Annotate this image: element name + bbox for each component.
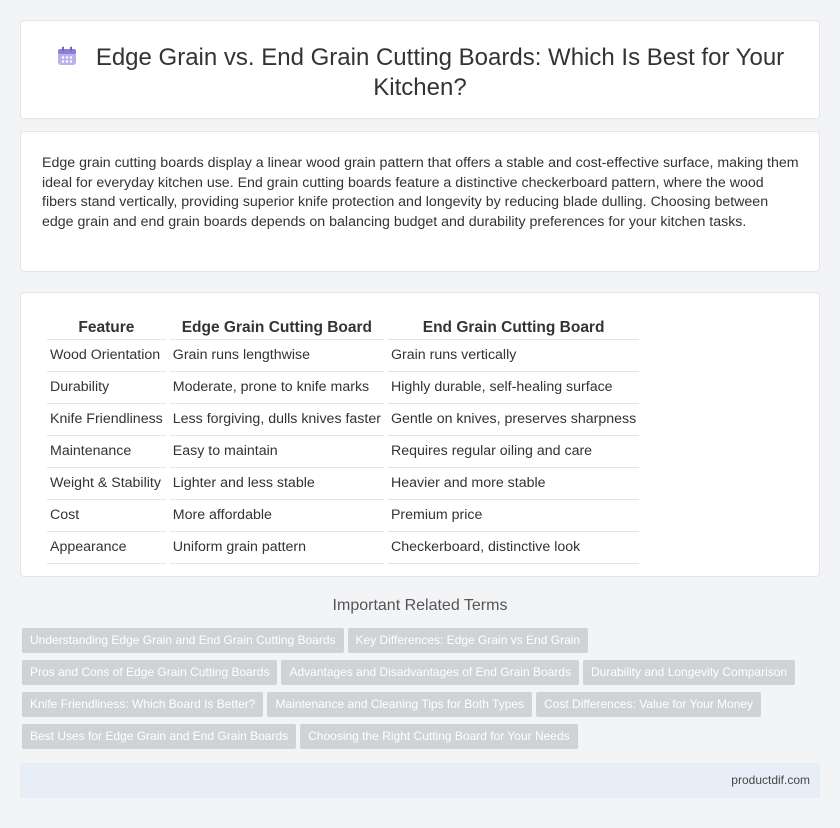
table-body [47, 340, 639, 564]
table-cell: Appearance [47, 532, 166, 564]
page-title: Edge Grain vs. End Grain Cutting Boards: Which Is Best for Your Kitchen? [95, 44, 785, 101]
table-cell: Lighter and less stable [170, 468, 384, 500]
table-cell: Gentle on knives, preserves sharpness [388, 404, 639, 436]
related-term-tag[interactable]: Maintenance and Cleaning Tips for Both Types [267, 692, 532, 717]
intro-paragraph: Edge grain cutting boards display a linear wood grain pattern that offers a stable and cost-effective surface, making them ideal for everyday kitchen use. End grain cutting boards feature a distinctive checkerboard pattern, where the wood fibers stand vertically, providing superior knife protection and longevity by reducing blade dulling. Choosing between edge grain and end grain boards depends on balancing budget and durability preferences for your kitchen tasks. [42, 155, 799, 230]
page-title-wrap [21, 43, 819, 103]
related-terms-row [22, 692, 822, 724]
table-cell: Cost [47, 500, 166, 532]
table-cell: Moderate, prone to knife marks [170, 372, 384, 404]
table-cell: Uniform grain pattern [170, 532, 384, 564]
table-row [47, 468, 639, 500]
intro-card [20, 131, 820, 272]
related-term-tag[interactable]: Key Differences: Edge Grain vs End Grain [348, 628, 589, 653]
related-term-tag[interactable]: Understanding Edge Grain and End Grain Cutting Boards [22, 628, 344, 653]
table-row [47, 500, 639, 532]
table-cell: Heavier and more stable [388, 468, 639, 500]
comparison-card [20, 292, 820, 577]
comparison-table [43, 317, 643, 564]
table-cell: Wood Orientation [47, 340, 166, 372]
table-cell: Less forgiving, dulls knives faster [170, 404, 384, 436]
header-card [20, 20, 820, 119]
table-cell: Easy to maintain [170, 436, 384, 468]
table-cell: Maintenance [47, 436, 166, 468]
related-terms-row [22, 628, 822, 660]
table-row [47, 340, 639, 372]
related-terms-list [22, 628, 822, 756]
column-header: Feature [47, 317, 166, 340]
table-cell: Durability [47, 372, 166, 404]
related-terms-row [22, 660, 822, 692]
related-terms-row [22, 724, 822, 756]
table-cell: Knife Friendliness [47, 404, 166, 436]
footer-site: productdif.com [731, 773, 810, 787]
table-cell: Requires regular oiling and care [388, 436, 639, 468]
table-cell: Highly durable, self-healing surface [388, 372, 639, 404]
related-term-tag[interactable]: Pros and Cons of Edge Grain Cutting Boards [22, 660, 277, 685]
related-term-tag[interactable]: Best Uses for Edge Grain and End Grain Boards [22, 724, 296, 749]
table-row [47, 532, 639, 564]
table-cell: Checkerboard, distinctive look [388, 532, 639, 564]
table-cell: Grain runs vertically [388, 340, 639, 372]
related-term-tag[interactable]: Durability and Longevity Comparison [583, 660, 795, 685]
table-cell: Weight & Stability [47, 468, 166, 500]
table-row [47, 404, 639, 436]
related-term-tag[interactable]: Knife Friendliness: Which Board Is Better? [22, 692, 263, 717]
footer [20, 763, 820, 798]
column-header: End Grain Cutting Board [388, 317, 639, 340]
table-cell: Premium price [388, 500, 639, 532]
table-header-row [47, 317, 639, 340]
related-term-tag[interactable]: Choosing the Right Cutting Board for Your Needs [300, 724, 578, 749]
table-cell: Grain runs lengthwise [170, 340, 384, 372]
related-terms-title: Important Related Terms [332, 597, 508, 614]
table-cell: More affordable [170, 500, 384, 532]
column-header: Edge Grain Cutting Board [170, 317, 384, 340]
related-term-tag[interactable]: Cost Differences: Value for Your Money [536, 692, 761, 717]
table-row [47, 436, 639, 468]
related-term-tag[interactable]: Advantages and Disadvantages of End Grain Boards [281, 660, 579, 685]
table-row [47, 372, 639, 404]
calendar-icon [56, 45, 78, 67]
